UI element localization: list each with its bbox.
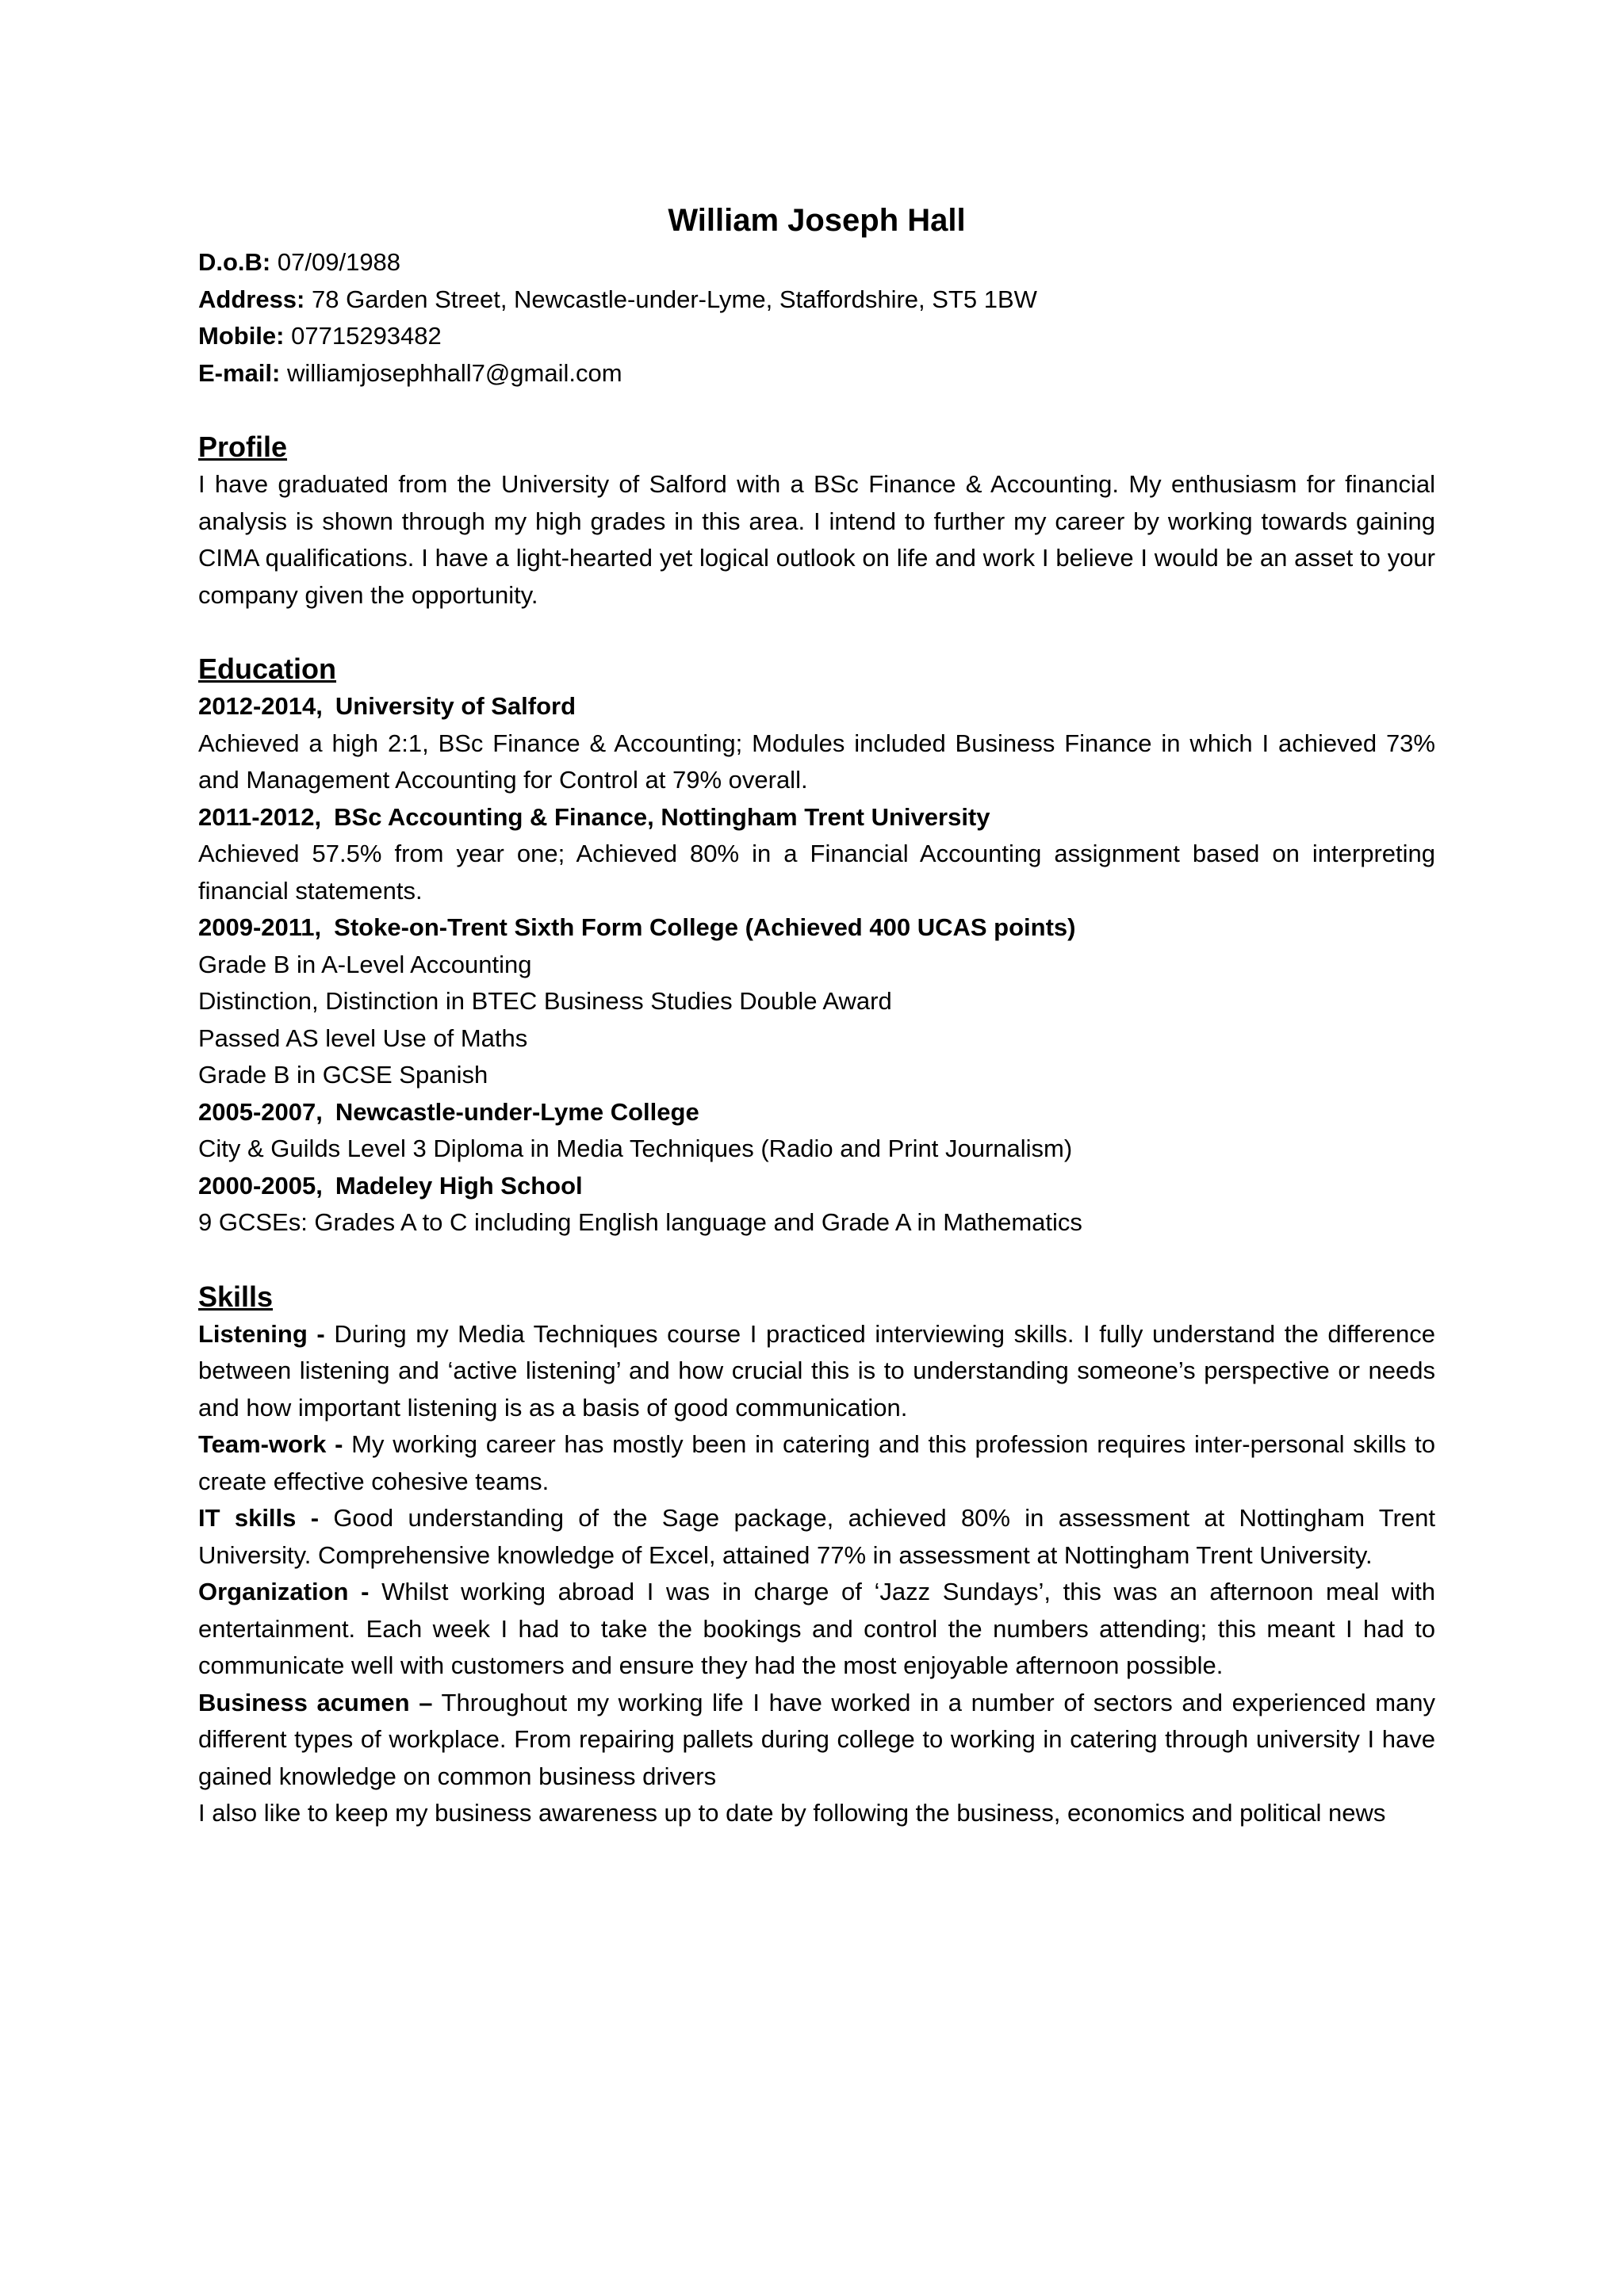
education-institution: Madeley High School: [335, 1171, 583, 1200]
spacer: [198, 614, 1435, 650]
profile-text: I have graduated from the University of Salford with a BSc Finance & Accounting. My enthusiasm for financial analysis is shown through my high grades in this area. I intend to further my career by working towards gaining CIMA qualifications. I have a light-hearted yet logical outlook on life and work I believe I would be an asset to your company given the opportunity.: [198, 470, 1435, 609]
education-years: 2000-2005,: [198, 1171, 323, 1200]
education-institution: BSc Accounting & Finance, Nottingham Trent University: [334, 802, 990, 831]
email-value: williamjosephhall7@gmail.com: [286, 358, 622, 387]
education-detail: Achieved 57.5% from year one; Achieved 80% in a Financial Accounting assignment based on interpreting financial statements.: [198, 840, 1435, 905]
education-entry: [198, 1094, 1435, 1168]
skill-text: Throughout my working life I have worked in a number of sectors and experienced many different types of workplace. From repairing pallets during college to working in catering through university I have gained knowledge on common business drivers: [198, 1688, 1435, 1790]
education-detail: Grade B in GCSE Spanish: [198, 1061, 488, 1089]
skill-text: Whilst working abroad I was in charge of ‘Jazz Sundays’, this was an afternoon meal with entertainment. Each week I had to take the bookings and control the numbers attending; this meant I had to communicate well with customers and ensure they had the most enjoyable afternoon possible.: [198, 1578, 1436, 1679]
education-detail: Passed AS level Use of Maths: [198, 1024, 528, 1052]
skill-label: Business acumen –: [198, 1688, 433, 1716]
skill-item: [198, 1426, 1435, 1500]
email-label: E-mail:: [198, 358, 281, 387]
education-detail: Distinction, Distinction in BTEC Business Studies Double Award: [198, 987, 892, 1015]
skill-label: Organization -: [198, 1578, 370, 1605]
skill-text: Good understanding of the Sage package, achieved 80% in assessment at Nottingham Trent University. Comprehensive knowledge of Excel, attained 77% in assessment at Nottingham Trent University.: [198, 1504, 1436, 1569]
education-entry-heading: [198, 799, 1435, 836]
address-line: [198, 281, 1435, 319]
skill-item: [198, 1500, 1435, 1574]
dob-value: 07/09/1988: [277, 248, 401, 276]
education-entry-heading: [198, 909, 1435, 947]
education-years: 2011-2012,: [198, 802, 322, 831]
mobile-value: 07715293482: [291, 322, 442, 350]
dob-label: D.o.B:: [198, 248, 271, 276]
education-detail: Achieved a high 2:1, BSc Finance & Accounting; Modules included Business Finance in which I achieved 73% and Management Accounting for Control at 79% overall.: [198, 729, 1435, 794]
education-entry: [198, 799, 1435, 910]
spacer: [198, 392, 1435, 428]
skill-text: During my Media Techniques course I practiced interviewing skills. I fully understand the difference between listening and ‘active listening’ and how crucial this is to understanding someone’s perspective or needs and how important listening is as a basis of good communication.: [198, 1319, 1436, 1422]
profile-heading: Profile: [198, 430, 288, 463]
skill-item: [198, 1685, 1435, 1796]
education-entry: [198, 909, 1435, 1094]
spacer: [198, 1242, 1435, 1278]
education-entry: [198, 688, 1435, 799]
address-value: 78 Garden Street, Newcastle-under-Lyme, Staffordshire, ST5 1BW: [312, 285, 1037, 313]
cv-name: William Joseph Hall: [668, 203, 966, 238]
skill-item: [198, 1316, 1435, 1427]
education-entry: [198, 1168, 1435, 1242]
education-detail: Grade B in A-Level Accounting: [198, 950, 532, 978]
address-label: Address:: [198, 285, 305, 313]
education-entry-heading: [198, 1168, 1435, 1205]
dob-line: [198, 244, 1435, 281]
skill-item: [198, 1574, 1435, 1685]
mobile-line: [198, 318, 1435, 355]
education-years: 2009-2011,: [198, 913, 322, 941]
skill-label: Team-work -: [198, 1430, 343, 1458]
education-institution: Newcastle-under-Lyme College: [335, 1097, 699, 1126]
education-years: 2012-2014,: [198, 692, 323, 720]
skills-closing-text: I also like to keep my business awareness up to date by following the business, economics and political news: [198, 1799, 1386, 1827]
cv-content: [198, 197, 1435, 1832]
education-detail: 9 GCSEs: Grades A to C including English language and Grade A in Mathematics: [198, 1208, 1082, 1236]
education-years: 2005-2007,: [198, 1097, 323, 1126]
education-institution: University of Salford: [335, 692, 576, 720]
skill-text: My working career has mostly been in catering and this profession requires inter-personal skills to create effective cohesive teams.: [198, 1430, 1435, 1495]
skills-heading: Skills: [198, 1280, 274, 1313]
mobile-label: Mobile:: [198, 322, 285, 350]
skill-label: Listening -: [198, 1319, 325, 1348]
skill-label: IT skills -: [198, 1504, 320, 1532]
education-entry-heading: [198, 688, 1435, 725]
education-heading: Education: [198, 652, 337, 685]
education-institution: Stoke-on-Trent Sixth Form College (Achieved 400 UCAS points): [334, 913, 1076, 941]
education-entry-heading: [198, 1094, 1435, 1131]
education-detail: City & Guilds Level 3 Diploma in Media Techniques (Radio and Print Journalism): [198, 1135, 1073, 1162]
email-line: [198, 355, 1435, 392]
